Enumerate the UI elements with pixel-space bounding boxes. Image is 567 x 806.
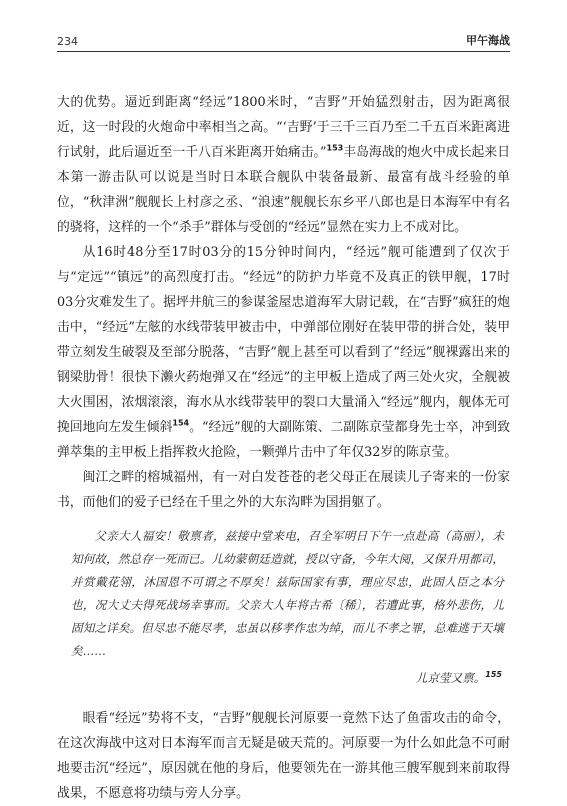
letter-signature: 儿京莹又禀。: [415, 671, 486, 685]
footnote-ref-155[interactable]: 155: [485, 670, 502, 680]
page-body: [57, 90, 510, 806]
spacer: [57, 690, 510, 706]
page-number: 234: [57, 35, 78, 48]
letter-body: 父亲大人福安！敬禀者，兹接中堂来电，召全军明日下午一点赴高（高丽），未知何故，然总存一死而已。儿幼蒙朝廷造就，授以守备，今年大阅，又保升用都司，并赏戴花翎，沐国恩不可谓之不厚矣！兹际国家有事，理应尽忠，此固人臣之本分也，况大丈夫得死战场幸事而。父亲大人年将古希〔稀〕，若遭此事，格外悲伤，儿固知之详矣。但尽忠不能尽孝，忠虽以移孝作忠为绰，而儿不孝之罪，总难逃于天壤矣……: [71, 529, 504, 658]
paragraph-1-text: 大的优势。逼近到距离“经远”1800米时，“吉野”开始猛烈射击，因为距离很近，这一时段的火炮命中率相当之高。“‘吉野’于三千三百乃至二千五百米距离进行试射，此后逼近至一千八百米距离开始痛击。”: [57, 95, 510, 160]
paragraph-2-text: 从16时48分至17时03分的15分钟时间内，“经远”舰可能遭到了仅次于与“定远”“镇远”的高烈度打击。“经远”的防护力毕竟不及真正的铁甲舰，17时03分灾难发生了。据坪井航三的参谋釜屋忠道海军大尉记载，在“吉野”疯狂的炮击中，“经远”左舷的水线带装甲被击中，中弹部位刚好在装甲带的拼合处，装甲带立刻发生破裂及至部分脱落，“吉野”舰上甚至可以看到了“经远”舰裸露出来的钢梁肋骨！很快下濑火药炮弹又在“经远”的主甲板上造成了两三处火灾，全舰被大火围困，浓烟滚滚，海水从水线带装甲的裂口大量涌入“经远”舰内，舰体无可挽回地向左发生倾斜: [57, 245, 510, 435]
paragraph-closing: 眼看“经远”势将不支，“吉野”舰舰长河原要一竟然下达了鱼雷攻击的命令，在这次海战中这对日本海军而言无疑是破天荒的。河原要一为什么如此急不可耐地要击沉“经远”，原因就在他的身后，他要领先在一游其他三艘军舰到来前取得战果，不愿意将功绩与旁人分享。: [57, 711, 510, 801]
page-header: [57, 28, 510, 52]
paragraph-3: 闽江之畔的榕城福州，有一对白发苍苍的老父母正在展读儿子寄来的一份家书，而他们的爱子已经在千里之外的大东沟畔为国捐躯了。: [57, 470, 510, 510]
paragraph-1: [57, 90, 510, 240]
quoted-letter: [57, 525, 510, 690]
footnote-ref-154[interactable]: 154: [172, 418, 190, 428]
running-title: 甲午海战: [466, 34, 510, 47]
paragraph-1-continued: 丰岛海战的炮火中成长起来日本第一游击队可以说是当时日本联合舰队中装备最新、最富有战斗经验的单位，“秋津洲”舰舰长上村彦之丞、“浪速”舰舰长东乡平八郎也是日本海军中有名的骁将，这样的一个“杀手”群体与受创的“经远”显然在实力上不成对比。: [57, 145, 510, 235]
footnote-ref-153[interactable]: 153: [326, 143, 344, 153]
letter-signature-line: [71, 667, 504, 690]
paragraph-2: [57, 240, 510, 465]
paragraph-2-continued: 。“经远”舰的大副陈策、二副陈京莹都身先士卒，冲到致弹萃集的主甲板上指挥救火抢险，一颗弹片击中了年仅32岁的陈京莹。: [57, 420, 510, 460]
